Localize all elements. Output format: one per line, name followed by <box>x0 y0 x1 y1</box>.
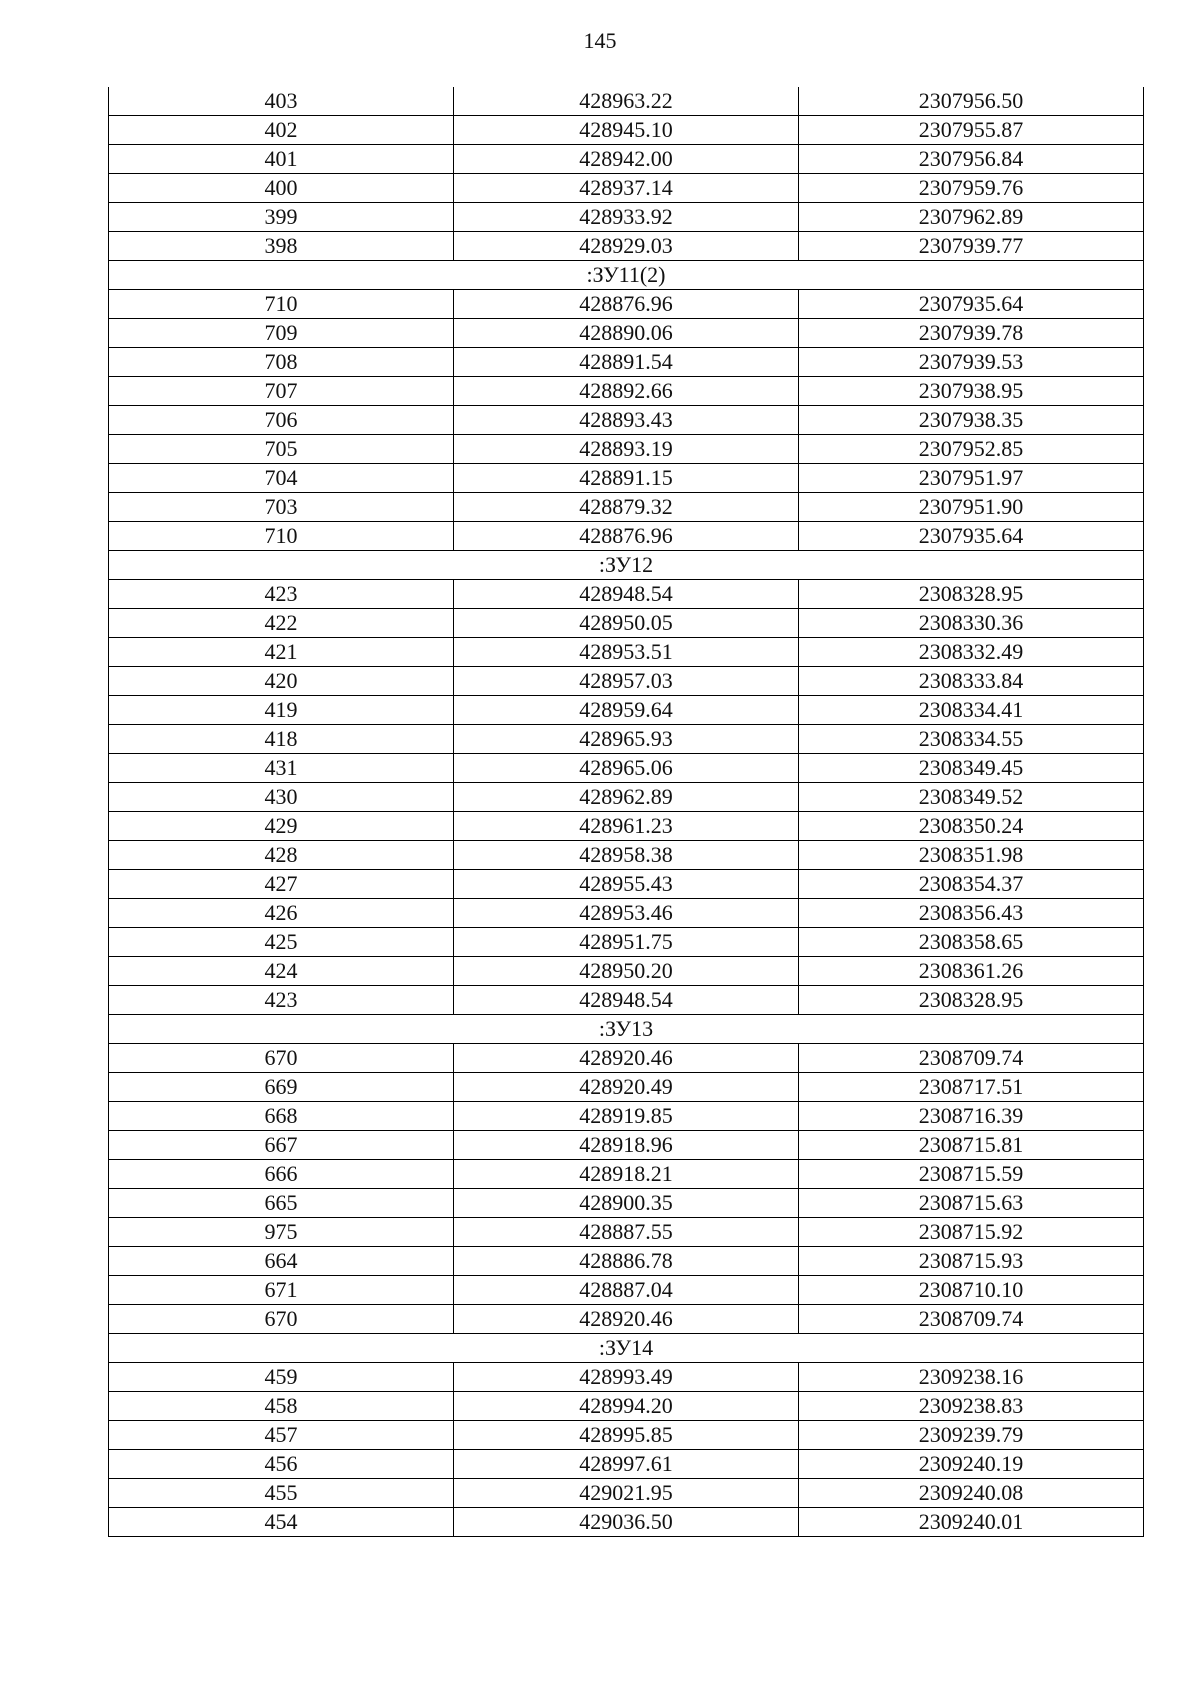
table-row <box>109 1247 1144 1276</box>
table-row <box>109 1421 1144 1450</box>
x-coordinate-cell: 428920.46 <box>454 1044 799 1073</box>
y-coordinate-cell: 2307951.97 <box>799 464 1144 493</box>
x-coordinate-cell: 428962.89 <box>454 783 799 812</box>
table-row <box>109 174 1144 203</box>
y-coordinate-cell: 2308351.98 <box>799 841 1144 870</box>
point-number-cell: 420 <box>109 667 454 696</box>
x-coordinate-cell: 428937.14 <box>454 174 799 203</box>
table-row <box>109 783 1144 812</box>
y-coordinate-cell: 2307959.76 <box>799 174 1144 203</box>
table-row <box>109 725 1144 754</box>
x-coordinate-cell: 428961.23 <box>454 812 799 841</box>
y-coordinate-cell: 2308361.26 <box>799 957 1144 986</box>
y-coordinate-cell: 2307939.78 <box>799 319 1144 348</box>
x-coordinate-cell: 428890.06 <box>454 319 799 348</box>
table-row <box>109 116 1144 145</box>
point-number-cell: 429 <box>109 812 454 841</box>
table-row <box>109 493 1144 522</box>
point-number-cell: 401 <box>109 145 454 174</box>
coordinates-table-body <box>109 87 1144 1537</box>
y-coordinate-cell: 2308717.51 <box>799 1073 1144 1102</box>
point-number-cell: 666 <box>109 1160 454 1189</box>
section-title: :ЗУ14 <box>109 1334 1144 1363</box>
point-number-cell: 975 <box>109 1218 454 1247</box>
x-coordinate-cell: 429036.50 <box>454 1508 799 1537</box>
table-row <box>109 435 1144 464</box>
x-coordinate-cell: 428891.54 <box>454 348 799 377</box>
table-row <box>109 1218 1144 1247</box>
table-row <box>109 812 1144 841</box>
x-coordinate-cell: 428879.32 <box>454 493 799 522</box>
x-coordinate-cell: 428948.54 <box>454 580 799 609</box>
table-row <box>109 1450 1144 1479</box>
y-coordinate-cell: 2309240.19 <box>799 1450 1144 1479</box>
x-coordinate-cell: 428951.75 <box>454 928 799 957</box>
y-coordinate-cell: 2309240.08 <box>799 1479 1144 1508</box>
y-coordinate-cell: 2308709.74 <box>799 1044 1144 1073</box>
x-coordinate-cell: 428942.00 <box>454 145 799 174</box>
point-number-cell: 400 <box>109 174 454 203</box>
point-number-cell: 671 <box>109 1276 454 1305</box>
table-row <box>109 609 1144 638</box>
table-row <box>109 1392 1144 1421</box>
point-number-cell: 670 <box>109 1305 454 1334</box>
table-row <box>109 464 1144 493</box>
point-number-cell: 703 <box>109 493 454 522</box>
point-number-cell: 399 <box>109 203 454 232</box>
x-coordinate-cell: 428900.35 <box>454 1189 799 1218</box>
table-row <box>109 1044 1144 1073</box>
point-number-cell: 456 <box>109 1450 454 1479</box>
section-header-row <box>109 261 1144 290</box>
table-row <box>109 957 1144 986</box>
x-coordinate-cell: 428950.05 <box>454 609 799 638</box>
table-row <box>109 696 1144 725</box>
x-coordinate-cell: 428993.49 <box>454 1363 799 1392</box>
table-row <box>109 1276 1144 1305</box>
point-number-cell: 430 <box>109 783 454 812</box>
y-coordinate-cell: 2308715.81 <box>799 1131 1144 1160</box>
table-row <box>109 1479 1144 1508</box>
x-coordinate-cell: 428997.61 <box>454 1450 799 1479</box>
y-coordinate-cell: 2307939.53 <box>799 348 1144 377</box>
point-number-cell: 457 <box>109 1421 454 1450</box>
table-row <box>109 1102 1144 1131</box>
y-coordinate-cell: 2308349.52 <box>799 783 1144 812</box>
y-coordinate-cell: 2308332.49 <box>799 638 1144 667</box>
table-row <box>109 1363 1144 1392</box>
x-coordinate-cell: 428948.54 <box>454 986 799 1015</box>
y-coordinate-cell: 2308356.43 <box>799 899 1144 928</box>
y-coordinate-cell: 2309239.79 <box>799 1421 1144 1450</box>
y-coordinate-cell: 2308709.74 <box>799 1305 1144 1334</box>
point-number-cell: 431 <box>109 754 454 783</box>
y-coordinate-cell: 2307935.64 <box>799 522 1144 551</box>
point-number-cell: 459 <box>109 1363 454 1392</box>
page-number: 145 <box>583 28 617 53</box>
table-row <box>109 1073 1144 1102</box>
point-number-cell: 667 <box>109 1131 454 1160</box>
table-row <box>109 145 1144 174</box>
point-number-cell: 418 <box>109 725 454 754</box>
table-row <box>109 406 1144 435</box>
point-number-cell: 665 <box>109 1189 454 1218</box>
x-coordinate-cell: 428918.21 <box>454 1160 799 1189</box>
y-coordinate-cell: 2308715.63 <box>799 1189 1144 1218</box>
y-coordinate-cell: 2308716.39 <box>799 1102 1144 1131</box>
y-coordinate-cell: 2307938.35 <box>799 406 1144 435</box>
y-coordinate-cell: 2308328.95 <box>799 986 1144 1015</box>
y-coordinate-cell: 2308330.36 <box>799 609 1144 638</box>
x-coordinate-cell: 429021.95 <box>454 1479 799 1508</box>
x-coordinate-cell: 428891.15 <box>454 464 799 493</box>
point-number-cell: 421 <box>109 638 454 667</box>
table-row <box>109 580 1144 609</box>
table-row <box>109 319 1144 348</box>
point-number-cell: 455 <box>109 1479 454 1508</box>
x-coordinate-cell: 428876.96 <box>454 522 799 551</box>
table-row <box>109 232 1144 261</box>
table-row <box>109 1160 1144 1189</box>
x-coordinate-cell: 428959.64 <box>454 696 799 725</box>
section-header-row <box>109 1334 1144 1363</box>
x-coordinate-cell: 428929.03 <box>454 232 799 261</box>
y-coordinate-cell: 2307956.84 <box>799 145 1144 174</box>
y-coordinate-cell: 2308334.55 <box>799 725 1144 754</box>
y-coordinate-cell: 2308333.84 <box>799 667 1144 696</box>
x-coordinate-cell: 428919.85 <box>454 1102 799 1131</box>
point-number-cell: 706 <box>109 406 454 435</box>
x-coordinate-cell: 428933.92 <box>454 203 799 232</box>
x-coordinate-cell: 428887.04 <box>454 1276 799 1305</box>
point-number-cell: 705 <box>109 435 454 464</box>
table-row <box>109 928 1144 957</box>
table-row <box>109 348 1144 377</box>
point-number-cell: 704 <box>109 464 454 493</box>
point-number-cell: 403 <box>109 87 454 116</box>
y-coordinate-cell: 2307962.89 <box>799 203 1144 232</box>
point-number-cell: 427 <box>109 870 454 899</box>
x-coordinate-cell: 428995.85 <box>454 1421 799 1450</box>
table-row <box>109 1131 1144 1160</box>
y-coordinate-cell: 2307935.64 <box>799 290 1144 319</box>
table-row <box>109 377 1144 406</box>
section-title: :ЗУ12 <box>109 551 1144 580</box>
y-coordinate-cell: 2308354.37 <box>799 870 1144 899</box>
y-coordinate-cell: 2307939.77 <box>799 232 1144 261</box>
point-number-cell: 708 <box>109 348 454 377</box>
point-number-cell: 668 <box>109 1102 454 1131</box>
x-coordinate-cell: 428953.51 <box>454 638 799 667</box>
y-coordinate-cell: 2307955.87 <box>799 116 1144 145</box>
table-row <box>109 638 1144 667</box>
x-coordinate-cell: 428876.96 <box>454 290 799 319</box>
point-number-cell: 425 <box>109 928 454 957</box>
y-coordinate-cell: 2308710.10 <box>799 1276 1144 1305</box>
x-coordinate-cell: 428965.06 <box>454 754 799 783</box>
table-row <box>109 754 1144 783</box>
y-coordinate-cell: 2307952.85 <box>799 435 1144 464</box>
table-row <box>109 1189 1144 1218</box>
y-coordinate-cell: 2308349.45 <box>799 754 1144 783</box>
section-header-row <box>109 551 1144 580</box>
x-coordinate-cell: 428994.20 <box>454 1392 799 1421</box>
y-coordinate-cell: 2308334.41 <box>799 696 1144 725</box>
x-coordinate-cell: 428887.55 <box>454 1218 799 1247</box>
table-row <box>109 1508 1144 1537</box>
point-number-cell: 398 <box>109 232 454 261</box>
x-coordinate-cell: 428957.03 <box>454 667 799 696</box>
table-row <box>109 203 1144 232</box>
table-row <box>109 522 1144 551</box>
table-row <box>109 667 1144 696</box>
table-row <box>109 841 1144 870</box>
y-coordinate-cell: 2308358.65 <box>799 928 1144 957</box>
point-number-cell: 454 <box>109 1508 454 1537</box>
table-row <box>109 870 1144 899</box>
table-row <box>109 1305 1144 1334</box>
point-number-cell: 707 <box>109 377 454 406</box>
y-coordinate-cell: 2307938.95 <box>799 377 1144 406</box>
point-number-cell: 710 <box>109 290 454 319</box>
x-coordinate-cell: 428892.66 <box>454 377 799 406</box>
x-coordinate-cell: 428920.46 <box>454 1305 799 1334</box>
point-number-cell: 426 <box>109 899 454 928</box>
point-number-cell: 419 <box>109 696 454 725</box>
point-number-cell: 709 <box>109 319 454 348</box>
table-row <box>109 87 1144 116</box>
y-coordinate-cell: 2309240.01 <box>799 1508 1144 1537</box>
point-number-cell: 424 <box>109 957 454 986</box>
y-coordinate-cell: 2308350.24 <box>799 812 1144 841</box>
point-number-cell: 428 <box>109 841 454 870</box>
x-coordinate-cell: 428965.93 <box>454 725 799 754</box>
x-coordinate-cell: 428958.38 <box>454 841 799 870</box>
point-number-cell: 670 <box>109 1044 454 1073</box>
x-coordinate-cell: 428893.19 <box>454 435 799 464</box>
y-coordinate-cell: 2309238.83 <box>799 1392 1144 1421</box>
point-number-cell: 423 <box>109 580 454 609</box>
point-number-cell: 669 <box>109 1073 454 1102</box>
x-coordinate-cell: 428918.96 <box>454 1131 799 1160</box>
table-row <box>109 290 1144 319</box>
table-row <box>109 899 1144 928</box>
point-number-cell: 458 <box>109 1392 454 1421</box>
point-number-cell: 423 <box>109 986 454 1015</box>
point-number-cell: 422 <box>109 609 454 638</box>
table-row <box>109 986 1144 1015</box>
y-coordinate-cell: 2309238.16 <box>799 1363 1144 1392</box>
point-number-cell: 710 <box>109 522 454 551</box>
y-coordinate-cell: 2308715.59 <box>799 1160 1144 1189</box>
x-coordinate-cell: 428950.20 <box>454 957 799 986</box>
x-coordinate-cell: 428963.22 <box>454 87 799 116</box>
point-number-cell: 402 <box>109 116 454 145</box>
x-coordinate-cell: 428893.43 <box>454 406 799 435</box>
section-header-row <box>109 1015 1144 1044</box>
x-coordinate-cell: 428886.78 <box>454 1247 799 1276</box>
y-coordinate-cell: 2308328.95 <box>799 580 1144 609</box>
coordinates-table <box>108 87 1144 1537</box>
section-title: :ЗУ11(2) <box>109 261 1144 290</box>
point-number-cell: 664 <box>109 1247 454 1276</box>
x-coordinate-cell: 428955.43 <box>454 870 799 899</box>
y-coordinate-cell: 2307951.90 <box>799 493 1144 522</box>
x-coordinate-cell: 428920.49 <box>454 1073 799 1102</box>
x-coordinate-cell: 428945.10 <box>454 116 799 145</box>
y-coordinate-cell: 2307956.50 <box>799 87 1144 116</box>
y-coordinate-cell: 2308715.93 <box>799 1247 1144 1276</box>
x-coordinate-cell: 428953.46 <box>454 899 799 928</box>
section-title: :ЗУ13 <box>109 1015 1144 1044</box>
y-coordinate-cell: 2308715.92 <box>799 1218 1144 1247</box>
